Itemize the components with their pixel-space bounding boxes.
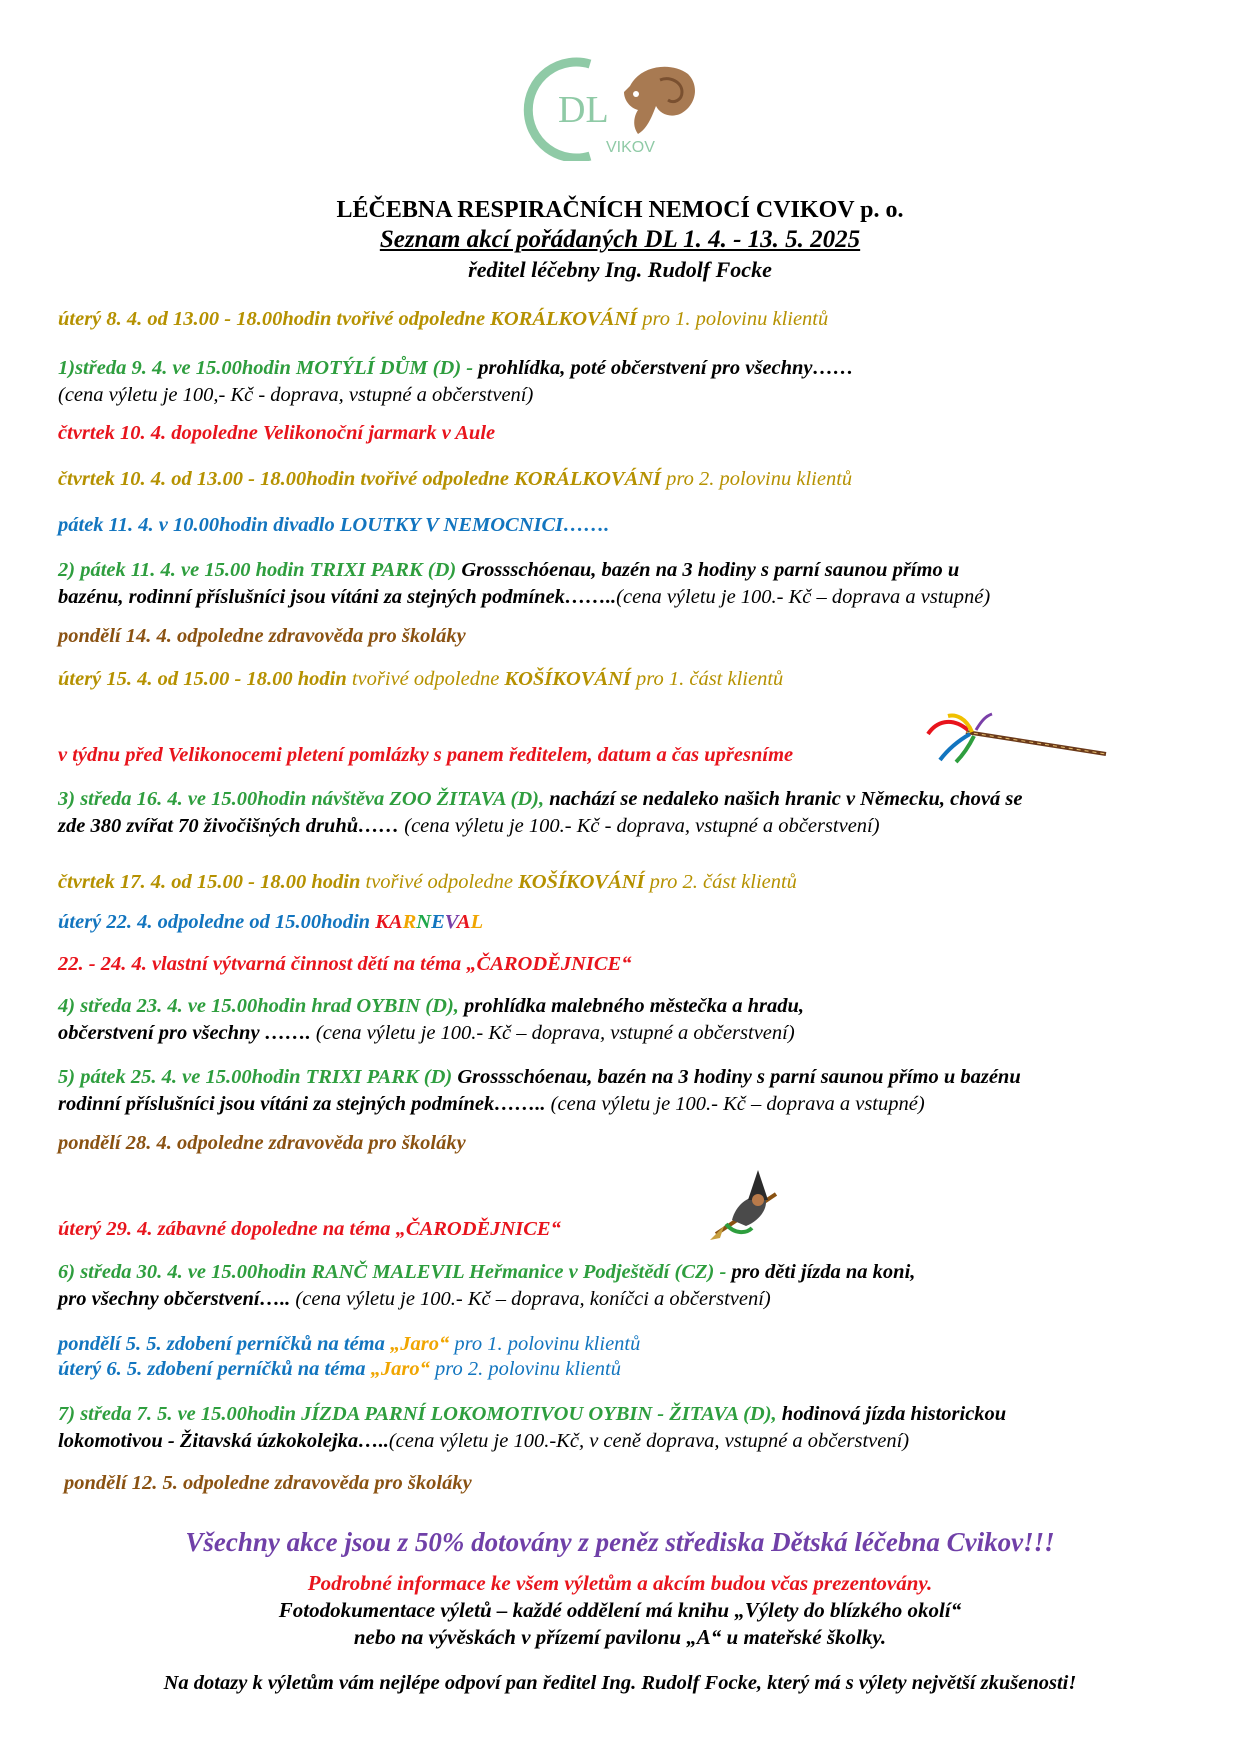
event-22: pondělí 12. 5. odpoledne zdravověda pro školáky xyxy=(64,1472,472,1494)
event-14: 4) středa 23. 4. ve 15.00hodin hrad OYBIN (D), prohlídka malebného městečka a hradu, xyxy=(58,995,805,1017)
event-14-note: občerstvení pro všechny ……. (cena výletu je 100.- Kč – doprava, vstupné a občerstvení) xyxy=(58,1022,795,1044)
subsidy-note: Všechny akce jsou z 50% dotovány z peněz střediska Dětská léčebna Cvikov!!! xyxy=(185,1527,1055,1557)
event-12: úterý 22. 4. odpoledne od 15.00hodin KARNEVAL xyxy=(58,911,484,933)
event-17: úterý 29. 4. zábavné dopoledne na téma „ČARODĚJNICE“ xyxy=(58,1218,561,1240)
dragon-icon xyxy=(624,67,695,134)
event-15: 5) pátek 25. 4. ve 15.00hodin TRIXI PARK (D) Grossschóenau, bazén na 3 hodiny s parní saunou přímo u bazénu xyxy=(58,1066,1021,1088)
event-3: čtvrtek 10. 4. dopoledne Velikonoční jarmark v Aule xyxy=(58,422,496,444)
event-7: pondělí 14. 4. odpoledne zdravověda pro školáky xyxy=(58,625,466,647)
event-6-note: bazénu, rodinní příslušníci jsou vítáni za stejných podmínek……..(cena výletu je 100.- Kč – doprava a vstupné) xyxy=(58,586,991,608)
organization-title: LÉČEBNA RESPIRAČNÍCH NEMOCÍ CVIKOV p. o. xyxy=(336,197,904,223)
easter-whip-icon xyxy=(926,712,1112,764)
director-line: ředitel léčebny Ing. Rudolf Focke xyxy=(468,257,772,282)
logo-text: DL xyxy=(558,89,609,131)
event-21: 7) středa 7. 5. ve 15.00hodin JÍZDA PARNÍ LOKOMOTIVOU OYBIN - ŽITAVA (D), hodinová jízda historickou xyxy=(58,1403,1007,1425)
logo xyxy=(520,56,700,161)
event-19: pondělí 5. 5. zdobení perníčků na téma „Jaro“ pro 1. polovinu klientů xyxy=(58,1333,641,1355)
event-18: 6) středa 30. 4. ve 15.00hodin RANČ MALEVIL Heřmanice v Podještědí (CZ) - pro děti jízda na koni, xyxy=(58,1261,916,1283)
event-16: pondělí 28. 4. odpoledne zdravověda pro školáky xyxy=(58,1132,466,1154)
event-21-note: lokomotivou - Žitavská úzkokolejka…..(cena výletu je 100.-Kč, v ceně doprava, vstupné a občerstvení) xyxy=(58,1430,910,1452)
event-5: pátek 11. 4. v 10.00hodin divadlo LOUTKY V NEMOCNICI……. xyxy=(58,514,610,536)
event-8: úterý 15. 4. od 15.00 - 18.00 hodin tvořivé odpoledne KOŠÍKOVÁNÍ pro 1. část klientů xyxy=(58,668,784,690)
event-10-note: zde 380 zvířat 70 živočišných druhů…… (cena výletu je 100.- Kč - doprava, vstupné a občerstvení) xyxy=(58,815,880,837)
event-20: úterý 6. 5. zdobení perníčků na téma „Jaro“ pro 2. polovinu klientů xyxy=(58,1358,621,1380)
event-18-note: pro všechny občerstvení….. (cena výletu je 100.- Kč – doprava, koníčci a občerstvení) xyxy=(58,1288,771,1310)
logo-subtext: VIKOV xyxy=(606,139,655,156)
page-title: Seznam akcí pořádaných DL 1. 4. - 13. 5. 2025 xyxy=(379,226,861,253)
photo-note-1: Fotodokumentace výletů – každé oddělení má knihu „Výlety do blízkého okolí“ xyxy=(278,1598,962,1622)
contact-note: Na dotazy k výletům vám nejlépe odpoví pan ředitel Ing. Rudolf Focke, který má s výlety největší zkušenosti! xyxy=(163,1672,1077,1694)
event-15-note: rodinní příslušníci jsou vítáni za stejných podmínek…….. (cena výletu je 100.- Kč – doprava a vstupné) xyxy=(58,1093,925,1115)
photo-note-2: nebo na vývěskách v přízemí pavilonu „A“ u mateřské školky. xyxy=(353,1625,887,1649)
info-note: Podrobné informace ke všem výletům a akcím budou včas prezentovány. xyxy=(307,1571,933,1595)
event-11: čtvrtek 17. 4. od 15.00 - 18.00 hodin tvořivé odpoledne KOŠÍKOVÁNÍ pro 2. část klientů xyxy=(58,871,797,893)
event-13: 22. - 24. 4. vlastní výtvarná činnost dětí na téma „ČARODĚJNICE“ xyxy=(58,953,632,975)
event-1: úterý 8. 4. od 13.00 - 18.00hodin tvořivé odpoledne KORÁLKOVÁNÍ pro 1. polovinu klientů xyxy=(58,308,829,330)
event-2-note: (cena výletu je 100,- Kč - doprava, vstupné a občerstvení) xyxy=(58,384,534,406)
event-9: v týdnu před Velikonocemi pletení pomlázky s panem ředitelem, datum a čas upřesníme xyxy=(58,744,794,766)
event-2: 1)středa 9. 4. ve 15.00hodin MOTÝLÍ DŮM (D) - prohlídka, poté občerstvení pro všechny…… xyxy=(58,357,854,379)
event-6: 2) pátek 11. 4. ve 15.00 hodin TRIXI PARK (D) Grossschóenau, bazén na 3 hodiny s parní saunou přímo u xyxy=(58,559,960,581)
event-10: 3) středa 16. 4. ve 15.00hodin návštěva ZOO ŽITAVA (D), nachází se nedaleko našich hranic v Německu, chová se xyxy=(58,788,1023,810)
witch-icon xyxy=(706,1164,786,1244)
event-4: čtvrtek 10. 4. od 13.00 - 18.00hodin tvořivé odpoledne KORÁLKOVÁNÍ pro 2. polovinu klientů xyxy=(58,468,853,490)
